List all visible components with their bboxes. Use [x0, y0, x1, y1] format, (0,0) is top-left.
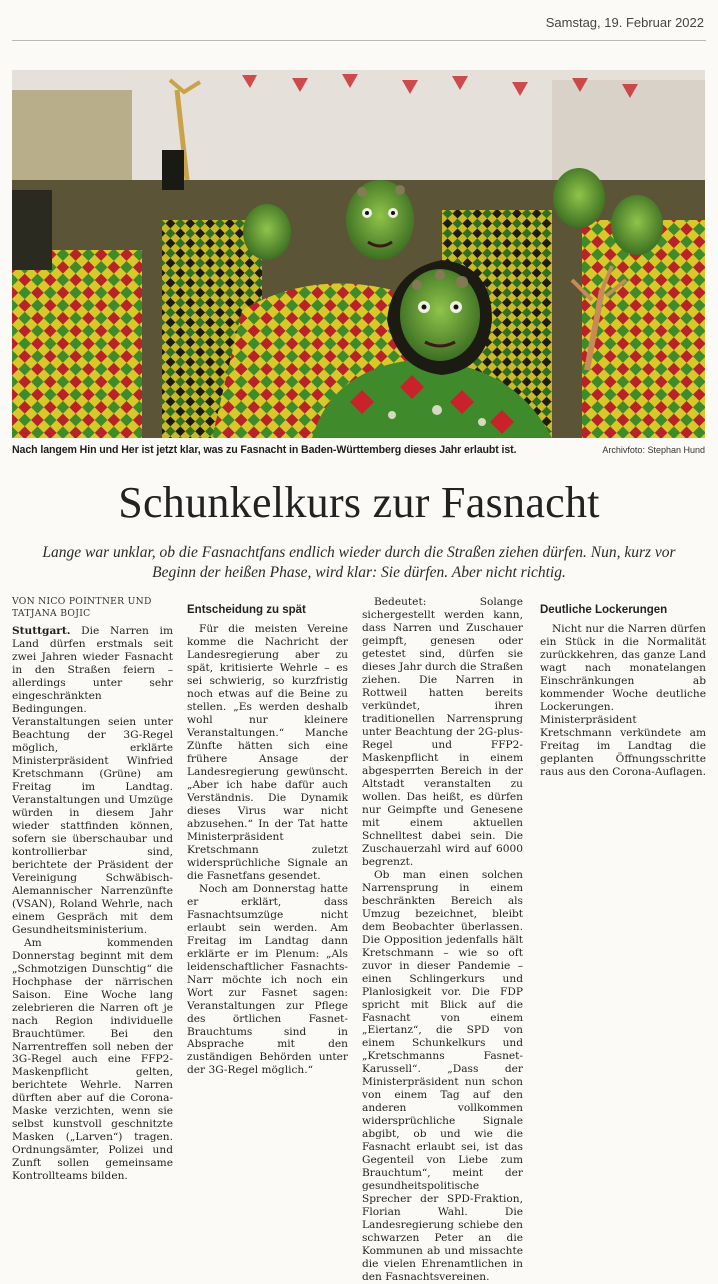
article-photo: [12, 70, 705, 438]
paragraph-1-text: Die Narren im Land dürfen erstmals seit zwei Jahren wieder Fasnacht in den Straßen feiern – allerdings unter sehr eingeschränkten Bedingungen. Veranstaltungen seien unter Beachtung der 3G-Regel möglich, erklärte Ministerpräsident Winfried Kretschmann (Grüne) am Freitag im Landtag. Veranstaltungen und Umzüge würden in diesem Jahr wieder stattfinden können, sofern sie überschaubar und kontrollierbar sind, berichtete der Präsident der Vereinigung Schwäbisch-Alemannischer Narrenzünfte (VSAN), Roland Wehrle, nach einem Gespräch mit dem Gesundheitsministerium.: [12, 625, 173, 936]
article-column-4: [540, 596, 706, 779]
paragraph-2: Am kommenden Donnerstag beginnt mit dem „Schmotzigen Dunschtig“ die Hochphase der närrischen Saison. Eine Woche lang zelebrieren die Narren oft je nach Region individuelle Brauchtümer. Bei den Narrentreffen soll neben der 3G-Regel auch eine FFP2-Maskenpflicht gelten, berichtete Wehrle. Narren dürften aber auf die Corona-Maske verzichten, wenn sie selbst kunstvoll geschnitzte Masken („Larven“) tragen. Ordnungsämter, Polizei und Zunft sollen gemeinsame Kontrollteams bilden.: [12, 936, 173, 1183]
header-rule: [12, 40, 706, 41]
byline-line-2: TATJANA BOJIC: [12, 608, 91, 619]
dateline: Stuttgart.: [12, 625, 71, 637]
article-column-3: [362, 596, 523, 1284]
paragraph-6: Ob man einen solchen Narrensprung in einem beschränkten Bereich als Umzug bezeichnet, bleibt dem Beobachter überlassen. Die Opposition jedenfalls hält Kretschmann – wie so oft zuvor in dieser Pandemie – einen Schlingerkurs und Planlosigkeit vor. Die FDP spricht mit Blick auf die Fasnacht von einem „Eiertanz“, die SPD von einem Schunkelkurs und „Kretschmanns Fasnet-Karussell“. „Dass der Ministerpräsident nun schon von einem Tag auf den anderen vollkommen widersprüchliche Signale abgibt, ob und wie die Fasnacht erlaubt sei, ist das Gegenteil von Liebe zum Brauchtum“, meint der gesundheitspolitische Sprecher der SPD-Fraktion, Florian Wahl. Die Landesregierung schiebe den schwarzen Peter an die Kommunen ab und missachte die vielen Ehrenamtlichen in den Fasnachtsvereinen.: [362, 868, 523, 1284]
paragraph-5: Bedeutet: Solange sichergestellt werden kann, dass Narren und Zuschauer geimpft, genesen oder getestet sind, dürfen sie dieses Jahr durch die Straßen ziehen. Die Narren in Rottweil hatten bereits verkündet, ihren traditionellen Narrensprung unter Beachtung der 2G-plus-Regel und FFP2-Maskenpflicht in einem abgesperrten Bereich in der Altstadt veranstalten zu wollen. Das heißt, es dürfen nur Geimpfte und Genesene mit einem aktuellen Schnelltest dabei sein. Die Zuschauerzahl wird auf 6000 begrenzt.: [362, 596, 523, 868]
paragraph-1: [12, 625, 173, 937]
issue-date: Samstag, 19. Februar 2022: [545, 15, 704, 30]
subhead-decision-too-late: Entscheidung zu spät: [187, 604, 306, 616]
photo-caption: Nach langem Hin und Her ist jetzt klar, was zu Fasnacht in Baden-Württemberg dieses Jahr erlaubt ist.: [12, 444, 517, 456]
photo-caption-bar: [12, 444, 705, 460]
byline: [12, 596, 173, 620]
subhead-clear-easing: Deutliche Lockerungen: [540, 604, 668, 616]
photo-credit: Archivfoto: Stephan Hund: [602, 445, 705, 455]
fasnacht-jesters-illustration: [12, 70, 705, 438]
article-lead: Lange war unklar, ob die Fasnachtfans endlich wieder durch die Straßen ziehen dürfen. Nun, kurz vor Beginn der heißen Phase, wird klar: Sie dürfen. Aber nicht richtig.: [42, 544, 676, 581]
article-headline: Schunkelkurs zur Fasnacht: [118, 478, 600, 527]
article-column-2: [187, 596, 348, 1077]
paragraph-7: Nicht nur die Narren dürfen ein Stück in die Normalität zurückkehren, das ganze Land wagt nach monatelangen Einschränkungen ab kommender Woche deutliche Lockerungen. Ministerpräsident Kretschmann verkündete am Freitag im Landtag die geplanten Öffnungsschritte raus aus den Corona-Auflagen.: [540, 622, 706, 778]
byline-line-1: VON NICO POINTNER UND: [12, 596, 152, 607]
paragraph-3: Für die meisten Vereine komme die Nachricht der Landesregierung aber zu spät, kritisierte Wehrle – es sei schwierig, so kurzfristig noch etwas auf die Beine zu stellen. „Es werden deshalb wohl nur kleinere Veranstaltungen.“ Manche Zünfte hätten sich eine frühere Ansage der Landesregierung gewünscht. „Aber ich habe dafür auch Verständnis. Die Dynamik dieses Virus war nicht abzusehen.“ In der Tat hatte Ministerpräsident Kretschmann zuletzt widersprüchliche Signale an die Fasnetfans gesendet.: [187, 622, 348, 882]
paragraph-4: Noch am Donnerstag hatte er erklärt, dass Fasnachtsumzüge nicht erlaubt sein werden. Am Freitag im Landtag dann erklärte er im Plenum: „Als leidenschaftlicher Fasnachts-Narr möchte ich noch ein Wort zur Fasnet sagen: Veranstaltungen zur Pflege des örtlichen Fasnet-Brauchtums sind in Absprache mit den zuständigen Behörden unter der 3G-Regel möglich.“: [187, 882, 348, 1077]
article-column-1: [12, 596, 173, 1183]
